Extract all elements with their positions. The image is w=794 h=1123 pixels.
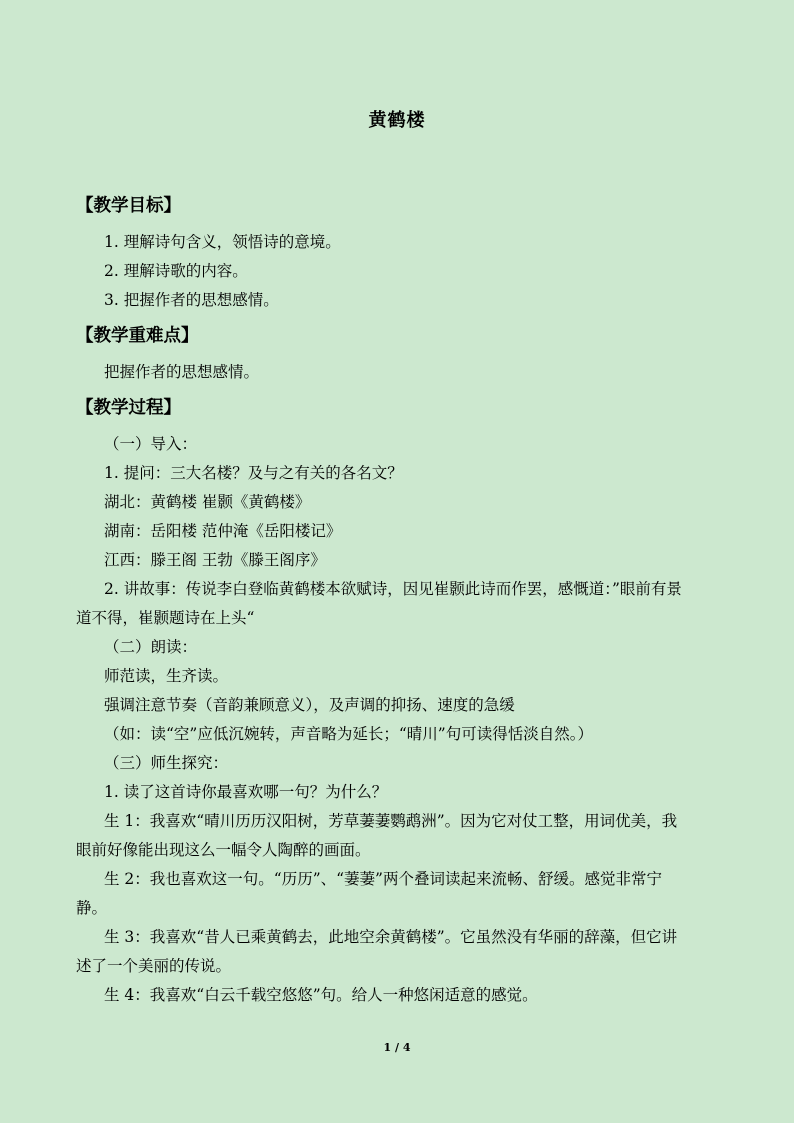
process-line: （如：读“空”应低沉婉转，声音略为延长；“晴川”句可读得恬淡自然。） [104,725,593,743]
goal-item: 1. 理解诗句含义，领悟诗的意境。 [104,233,341,251]
difficulty-heading: 【教学重难点】 [76,326,199,346]
process-line: 湖北：黄鹤楼 崔颢《黄鹤楼》 [104,493,311,511]
process-line: 生 4：我喜欢“白云千载空悠悠”句。给人一种悠闲适意的感觉。 [104,986,538,1004]
process-line: （三）师生探究： [104,754,229,772]
page-number: 1 / 4 [383,1041,411,1054]
process-heading: 【教学过程】 [76,398,181,418]
process-line: 道不得，崔颢题诗在上头“ [76,609,255,627]
process-line: 1. 读了这首诗你最喜欢哪一句？为什么？ [104,783,388,801]
process-line: 强调注意节奏（音韵兼顾意义），及声调的抑扬、速度的急缓 [104,696,515,714]
process-line: 师范读，生齐读。 [104,667,229,685]
process-line: 生 2：我也喜欢这一句。“历历”、“萋萋”两个叠词读起来流畅、舒缓。感觉非常宁 [104,870,662,888]
process-line: （一）导入： [104,435,198,453]
process-line: 眼前好像能出现这么一幅令人陶醉的画面。 [76,841,371,859]
goals-heading: 【教学目标】 [76,196,181,216]
page-title: 黄鹤楼 [368,110,426,131]
difficulty-text: 把握作者的思想感情。 [104,363,260,381]
process-line: 生 3：我喜欢“昔人已乘黄鹤去，此地空余黄鹤楼”。它虽然没有华丽的辞藻，但它讲 [104,928,678,946]
goal-item: 3. 把握作者的思想感情。 [104,291,279,309]
process-line: （二）朗读： [104,638,198,656]
process-line: 生 1：我喜欢“晴川历历汉阳树，芳草萋萋鹦鹉洲”。因为它对仗工整，用词优美，我 [104,812,678,830]
process-line: 江西：滕王阁 王勃《滕王阁序》 [104,551,326,569]
process-line: 1. 提问：三大名楼？及与之有关的各名文？ [104,464,403,482]
process-line: 静。 [76,899,108,917]
process-line: 2. 讲故事：传说李白登临黄鹤楼本欲赋诗，因见崔颢此诗而作罢，感慨道：”眼前有景 [104,580,682,598]
process-line: 述了一个美丽的传说。 [76,957,232,975]
process-line: 湖南：岳阳楼 范仲淹《岳阳楼记》 [104,522,342,540]
goal-item: 2. 理解诗歌的内容。 [104,262,248,280]
